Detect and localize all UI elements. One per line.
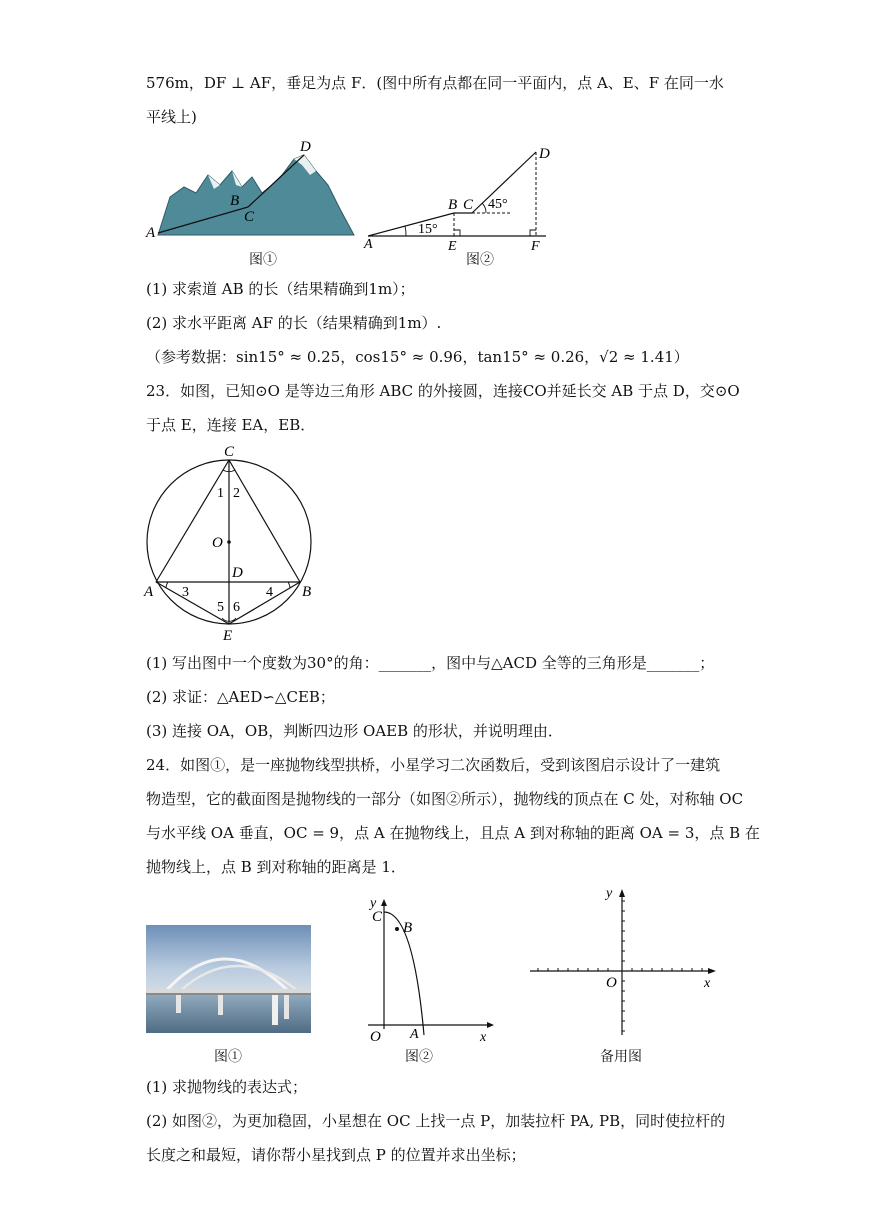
fig1-label-a: A bbox=[146, 225, 156, 241]
fig2-label-d: D bbox=[539, 146, 550, 162]
fig23-angle-3: 3 bbox=[182, 585, 189, 600]
fig2-label-f: F bbox=[531, 239, 540, 250]
q22-line1: 576m，DF ⊥ AF，垂足为点 F．(图中所有点都在同一平面内，点 A、E、F 在同一水 bbox=[146, 74, 724, 92]
fig23-angle-6: 6 bbox=[233, 600, 240, 615]
fig24-2-label-y: y bbox=[370, 896, 377, 911]
fig23-label-a: A bbox=[144, 584, 154, 600]
q24-line3: 与水平线 OA 垂直，OC = 9，点 A 在抛物线上，且点 A 到对称轴的距离 OA = 3，点 B 在 bbox=[146, 824, 760, 842]
fig1-label-b: B bbox=[230, 193, 240, 209]
q22-reference-data: （参考数据：sin15° ≈ 0.25，cos15° ≈ 0.96，tan15° ≈ 0.26，√2 ≈ 1.41） bbox=[146, 348, 689, 366]
fig24-2-label-a: A bbox=[410, 1027, 419, 1042]
fig2-label-b: B bbox=[448, 197, 458, 213]
fig2-angle-15: 15° bbox=[418, 222, 438, 237]
fig24-3-label-x: x bbox=[704, 976, 711, 991]
fig23-label-c: C bbox=[224, 444, 235, 460]
q24-fig2-caption: 图② bbox=[405, 1049, 433, 1065]
q24-part2: (2) 如图②，为更加稳固，小星想在 OC 上找一点 P，加装拉杆 PA, PB，同时使拉杆的 bbox=[146, 1112, 726, 1130]
fig1-label-d: D bbox=[300, 139, 311, 155]
q24-line4: 抛物线上，点 B 到对称轴的距离是 1． bbox=[146, 858, 406, 876]
spare-axes-ticks bbox=[538, 901, 702, 1031]
q22-fig2-caption: 图② bbox=[466, 252, 494, 268]
fig24-2-label-b: B bbox=[403, 920, 413, 936]
q24-fig1-caption: 图① bbox=[214, 1049, 242, 1065]
fig24-3-label-o: O bbox=[606, 975, 617, 991]
fig23-angle-5: 5 bbox=[217, 600, 224, 615]
q23-part2: (2) 求证：△AED∽△CEB； bbox=[146, 688, 335, 706]
fig23-label-e: E bbox=[223, 628, 233, 644]
cable-geometry-figure bbox=[362, 140, 562, 250]
q22-part1: (1) 求索道 AB 的长（结果精确到1m）； bbox=[146, 280, 415, 298]
fig2-angle-45: 45° bbox=[488, 197, 508, 212]
fig24-2-label-x: x bbox=[480, 1030, 487, 1043]
fig2-label-e: E bbox=[448, 239, 457, 250]
parabola-figure bbox=[360, 893, 500, 1043]
fig23-angle-2: 2 bbox=[233, 486, 240, 501]
mountain-shape bbox=[158, 155, 354, 235]
circle-triangle-figure bbox=[140, 440, 320, 646]
fig23-angle-1: 1 bbox=[217, 486, 224, 501]
q22-fig1-caption: 图① bbox=[249, 252, 277, 268]
fig23-angle-4: 4 bbox=[266, 585, 273, 600]
fig24-3-label-y: y bbox=[606, 886, 613, 901]
q24-fig3-caption: 备用图 bbox=[600, 1049, 642, 1065]
q23-part1: (1) 写出图中一个度数为30°的角：_______，图中与△ACD 全等的三角形是_______； bbox=[146, 654, 715, 672]
fig2-label-a: A bbox=[364, 237, 373, 250]
q23-line1: 23．如图，已知⊙O 是等边三角形 ABC 的外接圆，连接CO并延长交 AB 于点 D，交⊙O bbox=[146, 382, 740, 400]
q23-part3: (3) 连接 OA，OB，判断四边形 OAEB 的形状，并说明理由． bbox=[146, 722, 563, 740]
fig24-2-label-o: O bbox=[370, 1029, 381, 1043]
q22-line2: 平线上) bbox=[146, 108, 197, 126]
fig23-label-b: B bbox=[302, 584, 312, 600]
fig2-label-c: C bbox=[463, 197, 474, 213]
fig1-label-c: C bbox=[244, 209, 255, 225]
spare-axes-figure bbox=[526, 885, 720, 1045]
q24-part1: (1) 求抛物线的表达式； bbox=[146, 1078, 308, 1096]
q24-line1: 24．如图①，是一座抛物线型拱桥，小星学习二次函数后，受到该图启示设计了一建筑 bbox=[146, 756, 721, 774]
fig23-label-o: O bbox=[212, 535, 223, 551]
mountain-figure bbox=[144, 135, 360, 245]
fig23-label-d: D bbox=[232, 565, 243, 581]
fig24-2-label-c: C bbox=[372, 909, 383, 925]
q22-part2: (2) 求水平距离 AF 的长（结果精确到1m）. bbox=[146, 314, 442, 332]
q24-part3: 长度之和最短，请你帮小星找到点 P 的位置并求出坐标； bbox=[146, 1146, 526, 1164]
arch-bridge-photo bbox=[146, 925, 311, 1033]
q23-line2: 于点 E，连接 EA，EB． bbox=[146, 416, 316, 434]
q24-line2: 物造型，它的截面图是抛物线的一部分（如图②所示），抛物线的顶点在 C 处，对称轴 OC bbox=[146, 790, 744, 808]
